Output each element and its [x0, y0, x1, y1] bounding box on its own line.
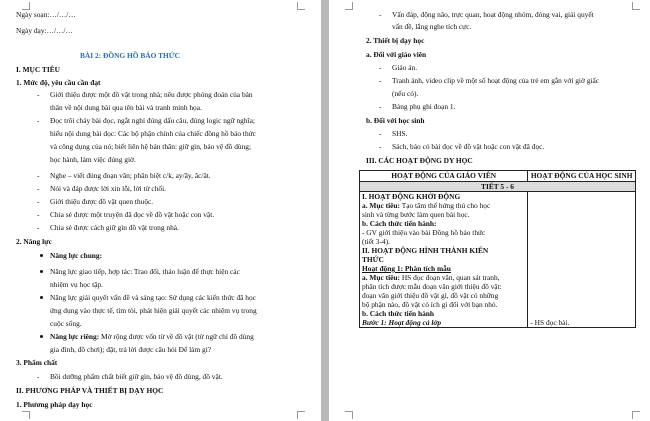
method-line: Vấn đáp, động não, trực quan, hoạt động nhóm, đóng vai, giải quyết — [392, 10, 594, 19]
activity-label: a. Mục tiêu: — [362, 273, 400, 282]
activity-line: bộ phận nào, đồ vật có ích gì đối với bạn nhỏ. — [362, 300, 498, 309]
activity-line: đoạn văn giới thiệu đồ vật gì, đồ vật có những — [362, 291, 499, 300]
table-row — [360, 182, 636, 192]
competency-line: Năng lực giải quyết vấn đề và sáng tạo: Sử dụng các kiến thức đã học — [50, 293, 256, 302]
table-header-teacher: HOẠT ĐỘNG CỦA GIÁO VIÊN — [360, 171, 528, 182]
competency-heading: Năng lực chung: — [50, 251, 103, 260]
objective-line: học hành, làm việc đúng giờ. — [50, 155, 136, 164]
page-corner-mark — [297, 411, 305, 419]
list-bullet: - — [37, 197, 40, 206]
list-bullet: - — [37, 116, 40, 125]
list-bullet: - — [379, 10, 382, 19]
activity-text: HS đọc đoạn văn, quan sát tranh, — [399, 273, 500, 282]
student-activity-line: - HS đọc bài. — [530, 318, 570, 327]
section-heading: III. CÁC HOẠT ĐỘNG DY HỌC — [366, 156, 473, 165]
objective-line: Giới thiệu được đồ vật quen thuộc. — [50, 197, 154, 206]
teacher-activity-cell — [360, 192, 528, 328]
section-heading: I. MỤC TIÊU — [16, 65, 61, 74]
activity-line: - GV giới thiệu vào bài Đồng hồ báo thức — [362, 228, 486, 237]
list-bullet — [40, 254, 43, 257]
activity-line — [362, 273, 525, 282]
objective-line: thân về nội dung bài qua tên bài và tranh minh họa. — [50, 103, 202, 112]
activity-line — [362, 201, 525, 210]
list-bullet: - — [379, 102, 382, 111]
objective-line: hiểu nội dung bài đọc: Các bộ phận chính của chiếc đồng hồ báo thức — [50, 129, 256, 138]
competency-line: gia đình, đồ chơi); đặt, trả lời được câu hỏi Để làm gì? — [50, 345, 212, 354]
activity-heading: I. HOẠT ĐỘNG KHỞI ĐỘNG — [362, 192, 461, 201]
list-bullet: - — [379, 129, 382, 138]
activity-line: (tiết 3-4). — [362, 237, 390, 246]
list-bullet: - — [37, 372, 40, 381]
page-corner-mark — [632, 411, 640, 419]
page-corner-mark — [22, 411, 30, 419]
equipment-line: Sách, báo có bài đọc về đồ vật hoặc con vật đã đọc. — [392, 142, 545, 151]
subsection-heading: 1. Phương pháp dạy học — [16, 400, 93, 409]
page-corner-mark — [297, 2, 305, 10]
equipment-line: Tranh ảnh, video clip về một số hoạt động của trẻ em gắn với giờ giấc — [392, 76, 600, 85]
activity-line: phân tích được mẫu đoạn văn giới thiệu đồ vật: — [362, 282, 502, 291]
table-header-student: HOẠT ĐỘNG CỦA HỌC SINH — [528, 171, 636, 182]
list-bullet: - — [379, 63, 382, 72]
activity-heading: b. Cách thức tiến hành — [362, 309, 434, 318]
subsection-heading: 2. Năng lực — [16, 237, 52, 246]
list-bullet: - — [37, 184, 40, 193]
objective-line: Nghe – viết đúng đoạn văn; phân biệt c/k, ay/ây, âc/ât. — [50, 171, 211, 180]
subsection-heading: 1. Mức độ, yêu cầu cần đạt — [16, 78, 101, 87]
list-bullet — [40, 270, 43, 273]
activity-heading: Hoạt động 1: Phân tích mẫu — [362, 264, 451, 273]
activity-step: Bước 1: Hoạt động cả lớp — [362, 318, 442, 327]
student-activity-cell — [528, 192, 636, 328]
equipment-line: (nếu có). — [392, 89, 419, 98]
objective-line: Chia sẻ được cách giữ gìn đồ vật trong nhà. — [50, 223, 179, 232]
competency-line: cuộc sống. — [50, 319, 82, 328]
activity-line: sinh và từng bước làm quen bài học. — [362, 210, 470, 219]
subsection-heading: b. Đối với học sinh — [366, 116, 425, 125]
document-page-left — [0, 0, 321, 421]
date-taught: Ngày dạy:…/…/… — [16, 26, 73, 35]
equipment-line: Giáo án. — [392, 63, 418, 72]
list-bullet: - — [379, 142, 382, 151]
quality-line: Bồi dưỡng phẩm chất biết giữ gìn, bảo vệ đồ dùng, đồ vật. — [50, 372, 223, 381]
competency-line — [50, 332, 254, 341]
equipment-line: Bảng phụ ghi đoạn 1. — [392, 102, 456, 111]
table-row — [360, 192, 636, 328]
list-bullet: - — [37, 210, 40, 219]
subsection-heading: 2. Thiết bị dạy học — [366, 36, 425, 45]
list-bullet: - — [37, 171, 40, 180]
section-heading: II. PHƯƠNG PHÁP VÀ THIẾT BỊ DẠY HỌC — [16, 386, 164, 395]
competency-label: Năng lực riêng: — [50, 332, 100, 341]
competency-text: Mở rộng được vốn từ về đồ vật (từ ngữ chỉ đồ dùng — [99, 332, 254, 341]
date-prepared: Ngày soạn:…/…/… — [16, 10, 76, 19]
activity-heading: THỨC — [362, 255, 384, 264]
competency-line: nhiệm vụ học tập. — [50, 280, 103, 289]
document-page-right — [329, 0, 650, 421]
objective-line: Nói và đáp được lời xin lỗi, lời từ chối. — [50, 184, 167, 193]
list-bullet — [40, 296, 43, 299]
list-bullet — [40, 335, 43, 338]
page-corner-mark — [22, 2, 30, 10]
competency-line: Năng lực giao tiếp, hợp tác: Trao đổi, thảo luận để thực hiện các — [50, 267, 240, 276]
activities-table — [359, 170, 636, 328]
page-corner-mark — [345, 2, 353, 10]
table-header-row — [360, 171, 636, 182]
list-bullet: - — [37, 90, 40, 99]
activity-heading: b. Cách thức tiến hành: — [362, 219, 437, 228]
objective-line: Đọc trôi chảy bài đọc, ngắt nghỉ đúng dấu câu, đúng logic ngữ nghĩa; — [50, 116, 255, 125]
objective-line: Chia sẻ được một truyện đã đọc về đồ vật hoặc con vật. — [50, 210, 215, 219]
objective-line: và công dụng của nó; biết liên hệ bản thân: giữ gìn, bảo vệ đồ dùng; — [50, 142, 252, 151]
equipment-line: SHS. — [392, 129, 408, 138]
page-corner-mark — [345, 411, 353, 419]
list-bullet: - — [37, 223, 40, 232]
period-label: TIẾT 5 - 6 — [360, 182, 636, 192]
competency-line: ứng dụng vào thực tế, tìm tòi, phát hiện giải quyết các nhiệm vụ trong — [50, 306, 257, 315]
list-bullet: - — [379, 76, 382, 85]
subsection-heading: 3. Phẩm chất — [16, 358, 58, 367]
objective-line: Giới thiệu được một đồ vật trong nhà; nêu được phỏng đoán của bản — [50, 90, 253, 99]
lesson-title: BÀI 2: ĐỒNG HỒ BÁO THỨC — [80, 51, 180, 60]
activity-label: a. Mục tiêu: — [362, 201, 400, 210]
page-corner-mark — [632, 2, 640, 10]
subsection-heading: a. Đối với giáo viên — [366, 50, 427, 59]
method-line: vấn đề, lắng nghe tích cực. — [392, 22, 472, 31]
activity-text: Tạo tâm thế hứng thú cho học — [399, 201, 491, 210]
activity-heading: II. HOẠT ĐỘNG HÌNH THÀNH KIẾN — [362, 246, 489, 255]
